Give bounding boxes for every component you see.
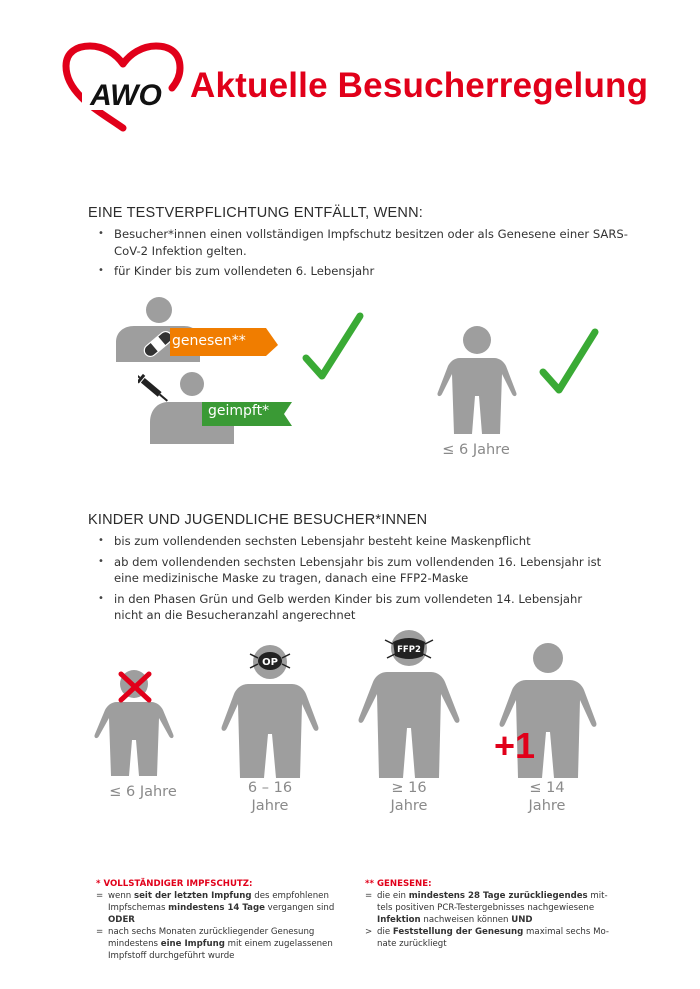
tag-genesen: genesen** (172, 333, 246, 349)
row-prefix: = (96, 927, 104, 937)
text-bold: ODER (108, 915, 135, 925)
text-bold: Infektion (377, 915, 421, 925)
figure-teen-op-mask (220, 644, 320, 778)
text: mit einem zugelassenen (224, 939, 333, 949)
tag-geimpft: geimpft* (208, 403, 270, 419)
text-bold: mindestens 28 Tage zurückliegendes (408, 891, 588, 901)
figure-adult-ffp2-mask (357, 628, 461, 778)
text-bold: seit der letzten Impfung (133, 891, 252, 901)
text: nachweisen können (420, 915, 512, 925)
caption-line: Jahre (390, 798, 428, 814)
text: maximal sechs Mo- (523, 927, 610, 937)
text-bold: UND (511, 915, 533, 925)
op-mask-label: OP (262, 657, 278, 668)
footnote-row (365, 890, 615, 926)
checkmark-icon (300, 310, 366, 382)
footnote-row (365, 926, 615, 950)
footnote-row (96, 890, 336, 926)
section2-list (88, 533, 613, 628)
figure-caption: ≤ 6 Jahre (109, 784, 177, 800)
row-prefix: = (365, 891, 373, 901)
text-bold: mindestens 14 Tage (168, 903, 265, 913)
logo-text: AWO (90, 79, 162, 112)
figure-caption (215, 779, 325, 815)
footnote-row (96, 926, 336, 962)
checkmark-icon (537, 326, 601, 396)
text-bold: eine Impfung (160, 939, 225, 949)
section1-heading: EINE TESTVERPFLICHTUNG ENTFÄLLT, WENN: (88, 205, 423, 221)
list-item: • ab dem vollendenden sechsten Lebensjahr bis zum vollendenden 16. Lebensjahr ist eine medizinische Maske zu tragen, danach eine FFP2-Maske (88, 554, 613, 587)
text: mit- (587, 891, 608, 901)
child-figure (436, 326, 518, 434)
text: nach sechs Monaten zurückliegender Genesung (108, 927, 315, 937)
person-genesen-figure (108, 296, 283, 362)
row-prefix: > (365, 927, 373, 937)
caption-line: Jahre (528, 798, 566, 814)
text: die ein (377, 891, 409, 901)
footnote-genesene (365, 878, 615, 950)
ffp2-mask-label: FFP2 (397, 645, 421, 655)
page-title: Aktuelle Besucherregelung (190, 66, 649, 105)
figure-caption (492, 779, 602, 815)
list-item: • bis zum vollendenden sechsten Lebensjahr besteht keine Maskenpflicht (88, 533, 613, 550)
list-item: • für Kinder bis zum vollendeten 6. Lebensjahr (88, 263, 648, 280)
plus-one-badge: +1 (494, 725, 536, 766)
caption-line: ≥ 16 (391, 780, 427, 796)
awo-logo (60, 42, 186, 134)
text: die (377, 927, 393, 937)
row-prefix: = (96, 891, 104, 901)
text: Impfschemas (108, 903, 169, 913)
caption-line: Jahre (251, 798, 289, 814)
section1-list (88, 226, 648, 284)
text: nate zurückliegt (377, 939, 447, 949)
syringe-icon (138, 371, 171, 404)
text: tels positiven PCR-Testergebnisses nachgewiesene (377, 903, 595, 913)
section2-heading: KINDER UND JUGENDLICHE BESUCHER*INNEN (88, 512, 428, 528)
child-caption: ≤ 6 Jahre (442, 442, 510, 458)
list-item: • Besucher*innen einen vollständigen Impfschutz besitzen oder als Genesene einer SARS-CoV-2 Infektion gelten. (88, 226, 648, 259)
figure-child-no-mask (93, 664, 175, 776)
text: Impfstoff durchgeführt wurde (108, 951, 235, 961)
figure-caption (354, 779, 464, 815)
caption-line: 6 – 16 (247, 780, 293, 796)
caption-line: ≤ 14 (529, 780, 565, 796)
footnote-title: ** GENESENE: (365, 879, 432, 889)
text-bold: Feststellung der Genesung (392, 927, 524, 937)
text: mindestens (108, 939, 161, 949)
list-item: • in den Phasen Grün und Gelb werden Kinder bis zum vollendeten 14. Lebensjahr nicht an die Besucheranzahl angerechnet (88, 591, 613, 624)
text: wenn (108, 891, 134, 901)
footnote-title: * VOLLSTÄNDIGER IMPFSCHUTZ: (96, 879, 253, 889)
text: vergangen sind (264, 903, 335, 913)
footnote-impfschutz (96, 878, 336, 962)
text: des empfohlenen (251, 891, 329, 901)
